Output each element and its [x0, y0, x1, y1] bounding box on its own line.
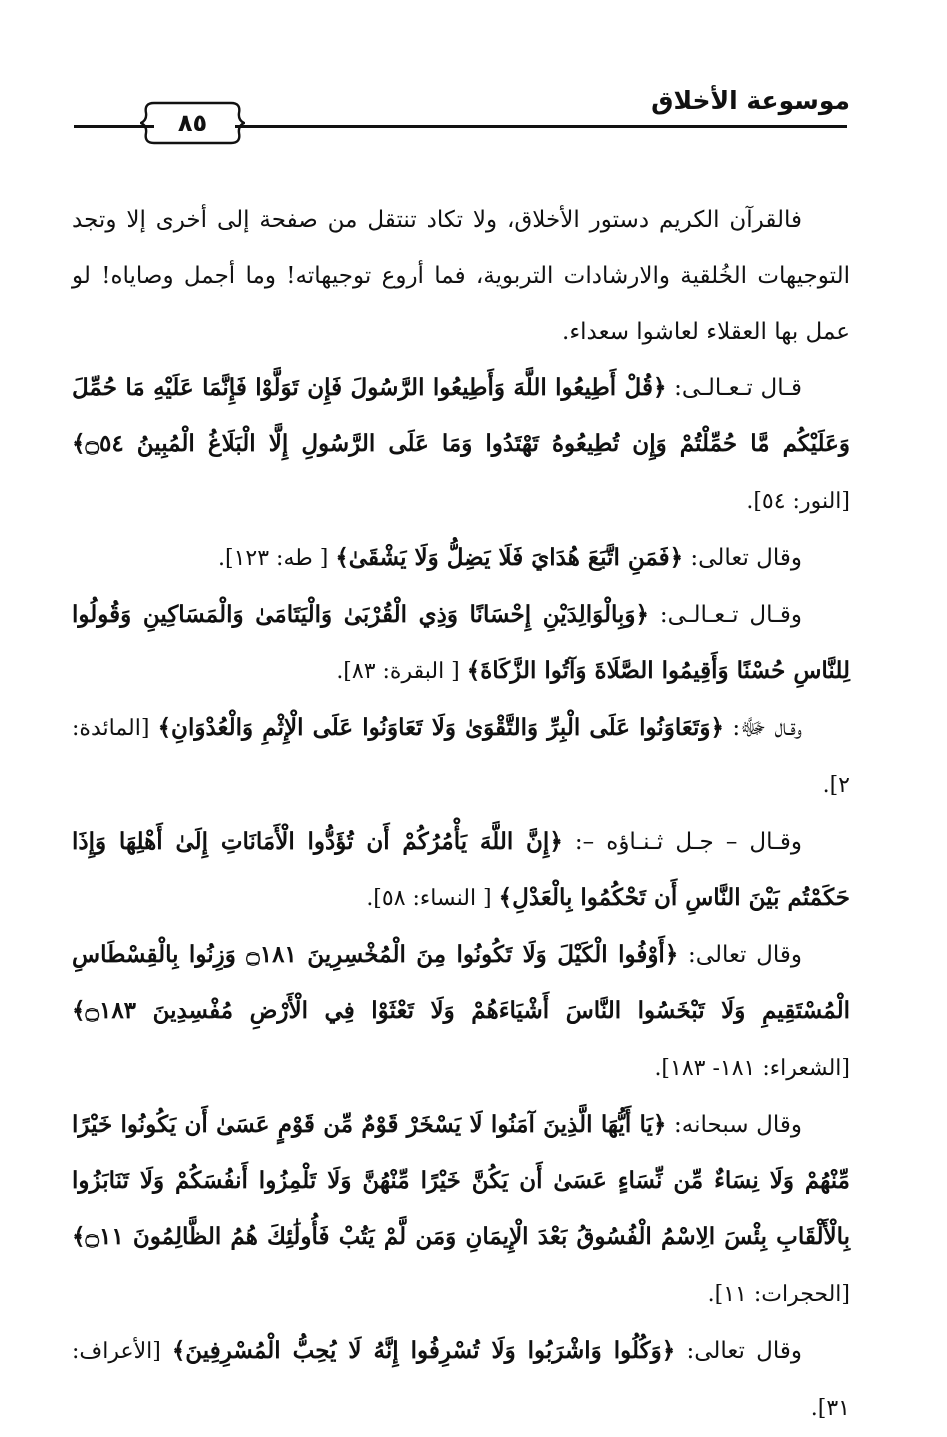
book-title: موسوعة الأخلاق — [651, 86, 850, 115]
verse-reference: [الأعراف: ٣١]. — [72, 1339, 850, 1421]
paragraph-verse-8 — [72, 1323, 850, 1437]
verse-intro: وقال تعالى: — [683, 545, 802, 571]
verse-reference: [الحجرات: ١١]. — [707, 1282, 850, 1307]
page-header — [70, 78, 850, 158]
quran-verse: ﴿وَكُلُوا وَاشْرَبُوا وَلَا تُسْرِفُوا إِنَّهُ لَا يُحِبُّ الْمُسْرِفِينَ﴾ — [171, 1337, 676, 1364]
quran-verse: ﴿وَبِالْوَالِدَيْنِ إِحْسَانًا وَذِي الْقُرْبَىٰ وَالْيَتَامَىٰ وَالْمَسَاكِينِ وَقُولُوا لِلنَّاسِ حُسْنًا وَأَقِيمُوا الصَّلَاةَ وَآتُوا الزَّكَاةَ﴾ — [72, 601, 850, 684]
verse-intro: وقـال تـعـالـى: — [648, 602, 802, 628]
verse-intro: وقال تعالى: — [678, 942, 802, 968]
page-body — [72, 192, 850, 1437]
verse-reference: [الشعراء: ١٨١- ١٨٣]. — [654, 1056, 850, 1081]
paragraph-verse-2 — [72, 530, 850, 587]
quran-verse: ﴿قُلْ أَطِيعُوا اللَّهَ وَأَطِيعُوا الرَّسُولَ فَإِن تَوَلَّوْا فَإِنَّمَا عَلَيْهِ مَا حُمِّلَ وَعَلَيْكُم مَّا حُمِّلْتُمْ وَإِن تُطِيعُوهُ تَهْتَدُوا وَمَا عَلَى الرَّسُولِ إِلَّا الْبَلَاغُ الْمُبِينُ ۝٥٤﴾ — [72, 374, 850, 457]
page-number-badge — [140, 100, 245, 146]
paragraph-intro — [72, 192, 850, 360]
quran-verse: ﴿يَا أَيُّهَا الَّذِينَ آمَنُوا لَا يَسْخَرْ قَوْمٌ مِّن قَوْمٍ عَسَىٰ أَن يَكُونُوا خَيْرًا مِّنْهُمْ وَلَا نِسَاءٌ مِّن نِّسَاءٍ عَسَىٰ أَن يَكُنَّ خَيْرًا مِّنْهُنَّ وَلَا تَلْمِزُوا أَنفُسَكُمْ وَلَا تَنَابَزُوا بِالْأَلْقَابِ بِئْسَ الِاسْمُ الْفُسُوقُ بَعْدَ الْإِيمَانِ وَمَن لَّمْ يَتُبْ فَأُولَٰئِكَ هُمُ الظَّالِمُونَ ۝١١﴾ — [72, 1111, 850, 1250]
quran-verse: ﴿إِنَّ اللَّهَ يَأْمُرُكُمْ أَن تُؤَدُّوا الْأَمَانَاتِ إِلَىٰ أَهْلِهَا وَإِذَا حَكَمْتُم بَيْنَ النَّاسِ أَن تَحْكُمُوا بِالْعَدْلِ﴾ — [72, 828, 850, 911]
quran-verse: ﴿وَتَعَاوَنُوا عَلَى الْبِرِّ وَالتَّقْوَىٰ وَلَا تَعَاوَنُوا عَلَى الْإِثْمِ وَالْعُدْوَانِ﴾ — [157, 714, 724, 741]
verse-intro: وقال سبحانه: — [666, 1112, 802, 1138]
quran-verse: ﴿أَوْفُوا الْكَيْلَ وَلَا تَكُونُوا مِنَ الْمُخْسِرِينَ ۝١٨١ وَزِنُوا بِالْقِسْطَاسِ الْمُسْتَقِيمِ وَلَا تَبْخَسُوا النَّاسَ أَشْيَاءَهُمْ وَلَا تَعْثَوْا فِي الْأَرْضِ مُفْسِدِينَ ۝١٨٣﴾ — [72, 941, 850, 1024]
paragraph-text: فالقرآن الكريم دستور الأخلاق، ولا تكاد تنتقل من صفحة إلى أخرى إلا وتجد التوجيهات الخُلقية والارشادات التربوية، فما أروع توجيهاته! وما أجمل وصاياه! لو عمل بها العقلاء لعاشوا سعداء. — [72, 207, 850, 345]
verse-reference: [المائدة: ٢]. — [72, 716, 850, 798]
quran-verse: ﴿فَمَنِ اتَّبَعَ هُدَايَ فَلَا يَضِلُّ وَلَا يَشْقَىٰ﴾ — [335, 544, 684, 571]
paragraph-verse-4 — [72, 700, 850, 814]
verse-reference: [ طه: ١٢٣]. — [218, 546, 336, 571]
page-number: ٨٥ — [177, 109, 208, 137]
paragraph-verse-5 — [72, 814, 850, 927]
paragraph-verse-3 — [72, 587, 850, 700]
header-rule-right — [235, 125, 847, 128]
verse-intro: وقـال ﷻ: — [723, 715, 802, 741]
paragraph-verse-6 — [72, 927, 850, 1097]
paragraph-verse-1 — [72, 360, 850, 530]
paragraph-verse-7 — [72, 1097, 850, 1323]
verse-intro: قـال تـعـالـى: — [666, 375, 802, 401]
verse-reference: [ النساء: ٥٨]. — [366, 886, 499, 911]
verse-intro: وقـال – جـل ثـنـاؤه –: — [562, 829, 802, 855]
verse-reference: [النور: ٥٤]. — [746, 489, 850, 514]
verse-intro: وقال تعالى: — [675, 1338, 802, 1364]
verse-reference: [ البقرة: ٨٣]. — [336, 659, 467, 684]
